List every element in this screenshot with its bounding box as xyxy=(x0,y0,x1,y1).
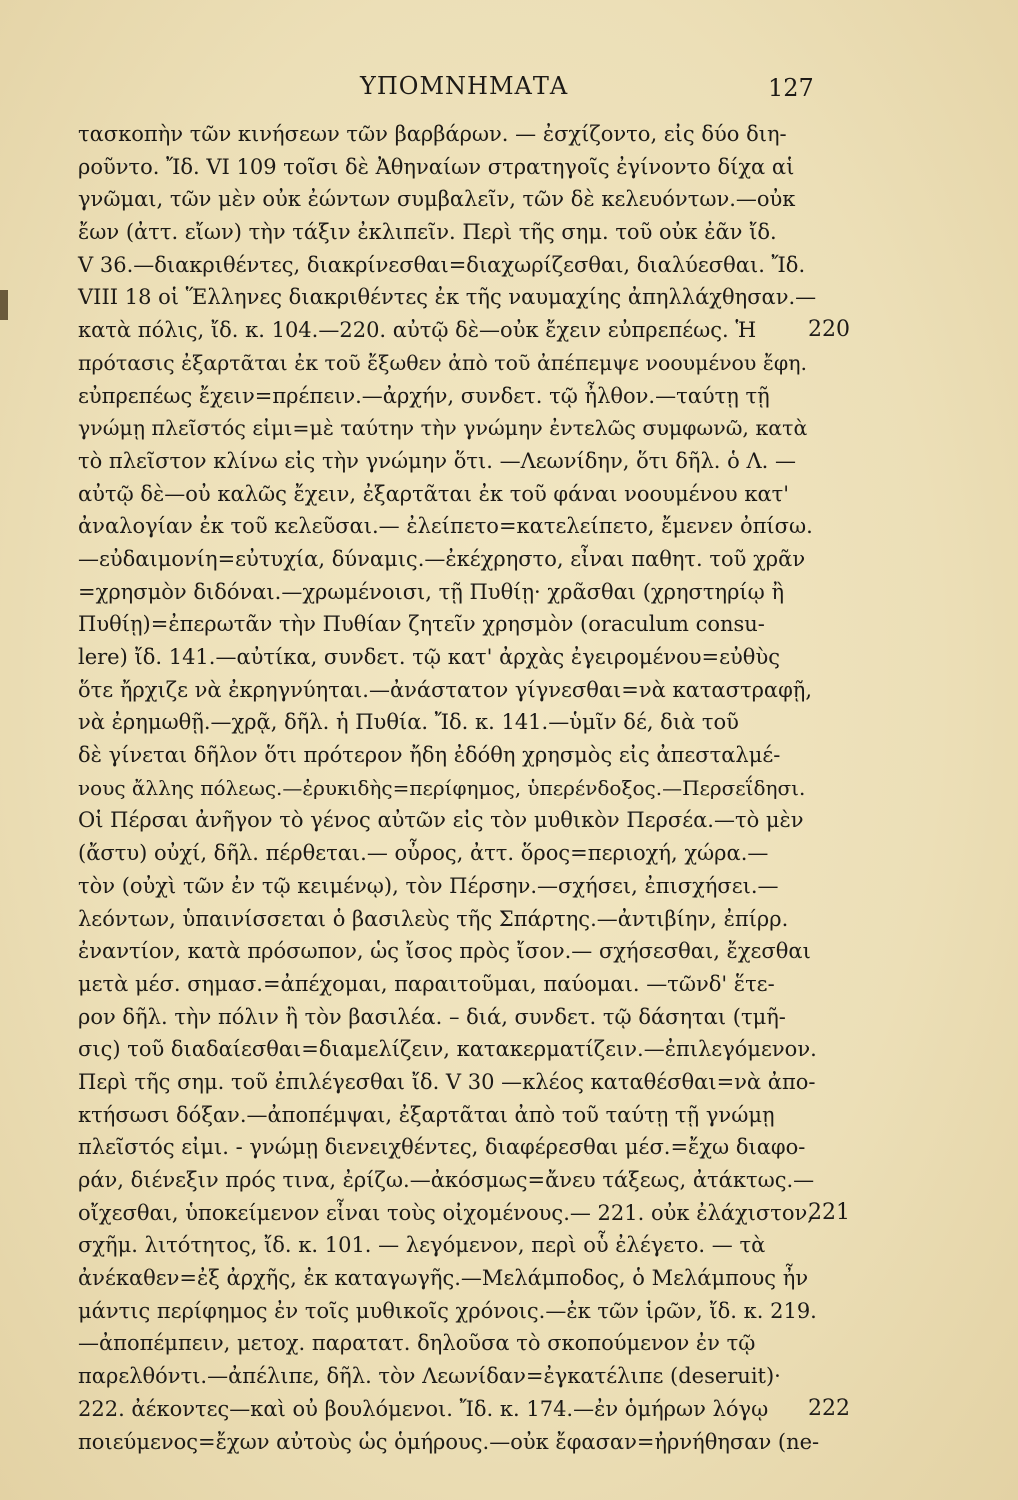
text-line: Περὶ τῆς σημ. τοῦ ἐπιλέγεσθαι ἴδ. V 30 —κλέος καταθέσθαι=νὰ ἀπο- xyxy=(78,1069,816,1094)
text-line: lere) ἴδ. 141.—αὐτίκα, συνδετ. τῷ κατ' ἀρχὰς ἐγειρομένου=εὐθὺς xyxy=(78,645,780,669)
text-line: —εὐδαιμονίη=εὐτυχία, δύναμις.—ἐκέχρηστο, εἶναι παθητ. τοῦ χρᾶν xyxy=(78,546,806,571)
text-line: VIII 18 οἱ Ἕλληνες διακριθέντες ἐκ τῆς ναυμαχίης ἀπηλλάχθησαν.— xyxy=(78,285,817,310)
binding-mark xyxy=(0,290,8,320)
text-line: ἔων (ἀττ. εἴων) τὴν τάξιν ἐκλιπεῖν. Περὶ τῆς σημ. τοῦ οὐκ ἐᾶν ἴδ. xyxy=(78,220,777,245)
text-line: κτήσωσι δόξαν.—ἀποπέμψαι, ἐξαρτᾶται ἀπὸ τοῦ ταύτῃ τῇ γνώμῃ xyxy=(78,1102,775,1127)
text-line: δὲ γίνεται δῆλον ὅτι πρότερον ἤδη ἐδόθη χρησμὸς εἰς ἀπεσταλμέ- xyxy=(78,743,781,768)
text-line: ροῦντο. Ἴδ. VI 109 τοῖσι δὲ Ἀθηναίων στρατηγοῖς ἐγίνοντο δίχα αἱ xyxy=(78,154,795,179)
text-line: κατὰ πόλις, ἴδ. κ. 104.—220. αὐτῷ δὲ—οὐκ ἔχειν εὐπρεπέως. Ἡ xyxy=(78,318,757,343)
margin-section-number: 221 xyxy=(808,1200,850,1226)
text-line: νὰ ἐρημωθῇ.—χρᾷ, δῆλ. ἡ Πυθία. Ἴδ. κ. 141.—ὑμῖν δέ, διὰ τοῦ xyxy=(78,710,739,735)
text-line: σχῆμ. λιτότητος, ἴδ. κ. 101. — λεγόμενον, περὶ οὗ ἐλέγετο. — τὰ xyxy=(78,1233,766,1258)
text-line: τὸ πλεῖστον κλίνω εἰς τὴν γνώμην ὅτι. —Λεωνίδην, ὅτι δῆλ. ὁ Λ. — xyxy=(78,448,796,473)
text-line: παρελθόντι.—ἀπέλιπε, δῆλ. τὸν Λεωνίδαν=ἐγκατέλιπε (deseruit)· xyxy=(78,1364,781,1389)
text-line: ἀναλογίαν ἐκ τοῦ κελεῦσαι.— ἐλείπετο=κατελείπετο, ἔμενεν ὀπίσω. xyxy=(78,514,813,539)
text-line: ρον δῆλ. τὴν πόλιν ἢ τὸν βασιλέα. – διά, συνδετ. τῷ δάσηται (τμῆ- xyxy=(78,1004,786,1029)
text-line: γνώμῃ πλεῖστός εἰμι=μὲ ταύτην τὴν γνώμην ἐντελῶς συμφωνῶ, κατὰ xyxy=(78,416,808,441)
text-line: πλεῖστός εἰμι. - γνώμῃ διενειχθέντες, διαφέρεσθαι μέσ.=ἔχω διαφο- xyxy=(78,1135,806,1160)
text-line: πρότασις ἐξαρτᾶται ἐκ τοῦ ἔξωθεν ἀπὸ τοῦ ἀπέπεμψε νοουμένου ἔφη. xyxy=(78,350,808,375)
text-line: (ἄστυ) οὐχί, δῆλ. πέρθεται.— οὖρος, ἀττ. ὅρος=περιοχή, χώρα.— xyxy=(78,841,769,866)
text-line: ὅτε ἤρχιζε νὰ ἐκρηγνύηται.—ἀνάστατον γίγνεσθαι=νὰ καταστραφῇ, xyxy=(78,677,813,702)
text-line: 222. ἀέκοντες—καὶ οὐ βουλόμενοι. Ἴδ. κ. 174.—ἐν ὁμήρων λόγῳ xyxy=(78,1396,769,1421)
margin-section-number: 222 xyxy=(808,1396,850,1422)
text-line: ποιεύμενος=ἔχων αὐτοὺς ὡς ὁμήρους.—οὐκ ἔφασαν=ἠρνήθησαν (ne- xyxy=(78,1429,820,1454)
text-line: μάντις περίφημος ἐν τοῖς μυθικοῖς χρόνοις.—ἐκ τῶν ἱρῶν, ἴδ. κ. 219. xyxy=(78,1298,817,1323)
text-line: γνῶμαι, τῶν μὲν οὐκ ἐώντων συμβαλεῖν, τῶν δὲ κελευόντων.—οὐκ xyxy=(78,187,796,212)
text-line: Πυθίῃ)=ἐπερωτᾶν τὴν Πυθίαν ζητεῖν χρησμὸν (oraculum consu- xyxy=(78,612,765,637)
text-line: V 36.—διακριθέντες, διακρίνεσθαι=διαχωρίζεσθαι, διαλύεσθαι. Ἴδ. xyxy=(78,252,806,277)
text-line: τὸν (οὐχὶ τῶν ἐν τῷ κειμένῳ), τὸν Πέρσην.—σχήσει, ἐπισχήσει.— xyxy=(78,873,779,898)
text-line: τασκοπὴν τῶν κινήσεων τῶν βαρβάρων. — ἐσχίζοντο, εἰς δύο διη- xyxy=(78,122,787,146)
text-line: εὐπρεπέως ἔχειν=πρέπειν.—ἀρχήν, συνδετ. τῷ ἦλθον.—ταύτῃ τῇ xyxy=(78,383,770,408)
text-line: Οἱ Πέρσαι ἀνῆγον τὸ γένος αὐτῶν εἰς τὸν μυθικὸν Περσέα.—τὸ μὲν xyxy=(78,808,804,833)
text-line: μετὰ μέσ. σημασ.=ἀπέχομαι, παραιτοῦμαι, παύομαι. —τῶνδ' ἕτε- xyxy=(78,971,775,996)
text-line: λεόντων, ὑπαινίσσεται ὁ βασιλεὺς τῆς Σπάρτης.—ἀντιβίην, ἐπίρρ. xyxy=(78,906,789,931)
text-line: σις) τοῦ διαδαίεσθαι=διαμελίζειν, κατακερματίζειν.—ἐπιλεγόμενον. xyxy=(78,1037,817,1062)
commentary-text xyxy=(78,118,820,1458)
text-line: =χρησμὸν διδόναι.—χρωμένοισι, τῇ Πυθίῃ· χρᾶσθαι (χρηστηρίῳ ἢ xyxy=(78,579,785,604)
text-line: ράν, διένεξιν πρός τινα, ἐρίζω.—ἀκόσμως=ἄνευ τάξεως, ἀτάκτως.— xyxy=(78,1168,815,1192)
margin-section-number: 220 xyxy=(808,317,850,343)
text-line: οἴχεσθαι, ὑποκείμενον εἶναι τοὺς οἰχομένους.— 221. οὐκ ἐλάχιστον, xyxy=(78,1200,814,1225)
text-line: νους ἄλλης πόλεως.—ἐρυκιδὴς=περίφημος, ὑπερένδοξος.—Περσεΐδησι. xyxy=(78,775,806,800)
page-header xyxy=(0,72,1018,112)
text-line: αὐτῷ δὲ—οὐ καλῶς ἔχειν, ἐξαρτᾶται ἐκ τοῦ φάναι νοουμένου κατ' xyxy=(78,481,790,506)
text-line: —ἀποπέμπειν, μετοχ. παρατατ. δηλοῦσα τὸ σκοπούμενον ἐν τῷ xyxy=(78,1331,756,1356)
text-line: ἀνέκαθεν=ἐξ ἀρχῆς, ἐκ καταγωγῆς.—Μελάμποδος, ὁ Μελάμπους ἦν xyxy=(78,1266,809,1291)
text-line: ἐναντίον, κατὰ πρόσωπον, ὡς ἴσος πρὸς ἴσον.— σχήσεσθαι, ἔχεσθαι xyxy=(78,939,811,964)
running-title: ΥΠΟΜΝΗΜΑΤΑ xyxy=(360,72,569,100)
page-number: 127 xyxy=(768,74,814,102)
